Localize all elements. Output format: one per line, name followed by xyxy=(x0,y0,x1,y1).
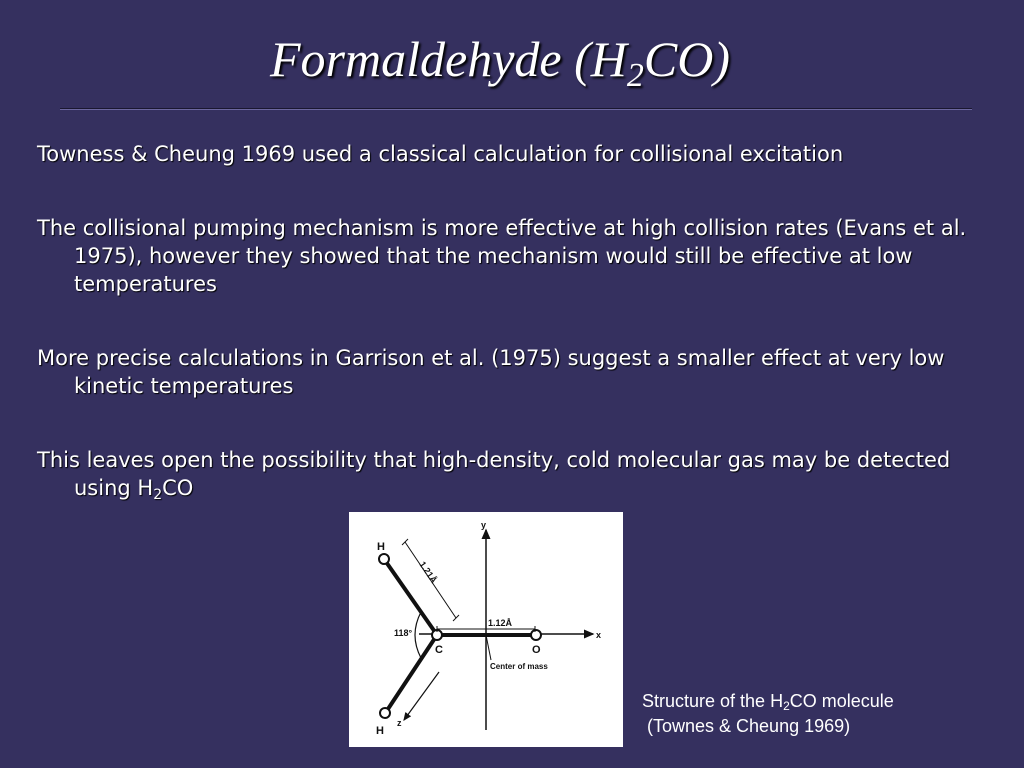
bullet-item: This leaves open the possibility that high-density, cold molecular gas may be detected using $H_2CO$ xyxy=(37,448,951,503)
ch-bond-lower xyxy=(386,638,435,712)
label-axis-z: z xyxy=(397,718,402,728)
bullet-list xyxy=(37,140,972,548)
label-bond-ch: 1.21Å xyxy=(417,559,440,586)
bond-angle-arc xyxy=(415,612,421,658)
hydrogen-atom-top xyxy=(379,554,389,564)
bullet-item: More precise calculations in Garrison et al. (1975) suggest a smaller effect at very low kinetic temperatures xyxy=(37,346,945,398)
figure-caption: Structure of the $H_2CO$ molecule (Townes & Cheung 1969) xyxy=(642,691,894,736)
label-axis-x: x xyxy=(596,630,602,640)
title-divider xyxy=(60,108,972,110)
bullet-item: The collisional pumping mechanism is more effective at high collision rates (Evans et al. 1975), however they showed that the mechanism would still be effective at low temperatures xyxy=(37,216,967,296)
label-center-of-mass: Center of mass xyxy=(490,662,548,671)
label-axis-y: y xyxy=(481,520,487,530)
label-carbon: C xyxy=(435,644,443,656)
molecule-diagram xyxy=(349,512,623,747)
molecule-structure-figure xyxy=(349,512,623,747)
label-h-top: H xyxy=(377,541,385,553)
oxygen-atom xyxy=(531,630,541,640)
label-oxygen: O xyxy=(532,644,541,656)
bullet-item: Towness & Cheung 1969 used a classical calculation for collisional excitation xyxy=(37,142,844,166)
slide-title: Formaldehyde $(H_2CO)$ xyxy=(270,31,730,94)
label-bond-co: 1.12Å xyxy=(488,618,513,628)
label-angle: 118° xyxy=(394,628,413,638)
label-h-bottom: H xyxy=(376,725,384,737)
hydrogen-atom-bottom xyxy=(380,708,390,718)
